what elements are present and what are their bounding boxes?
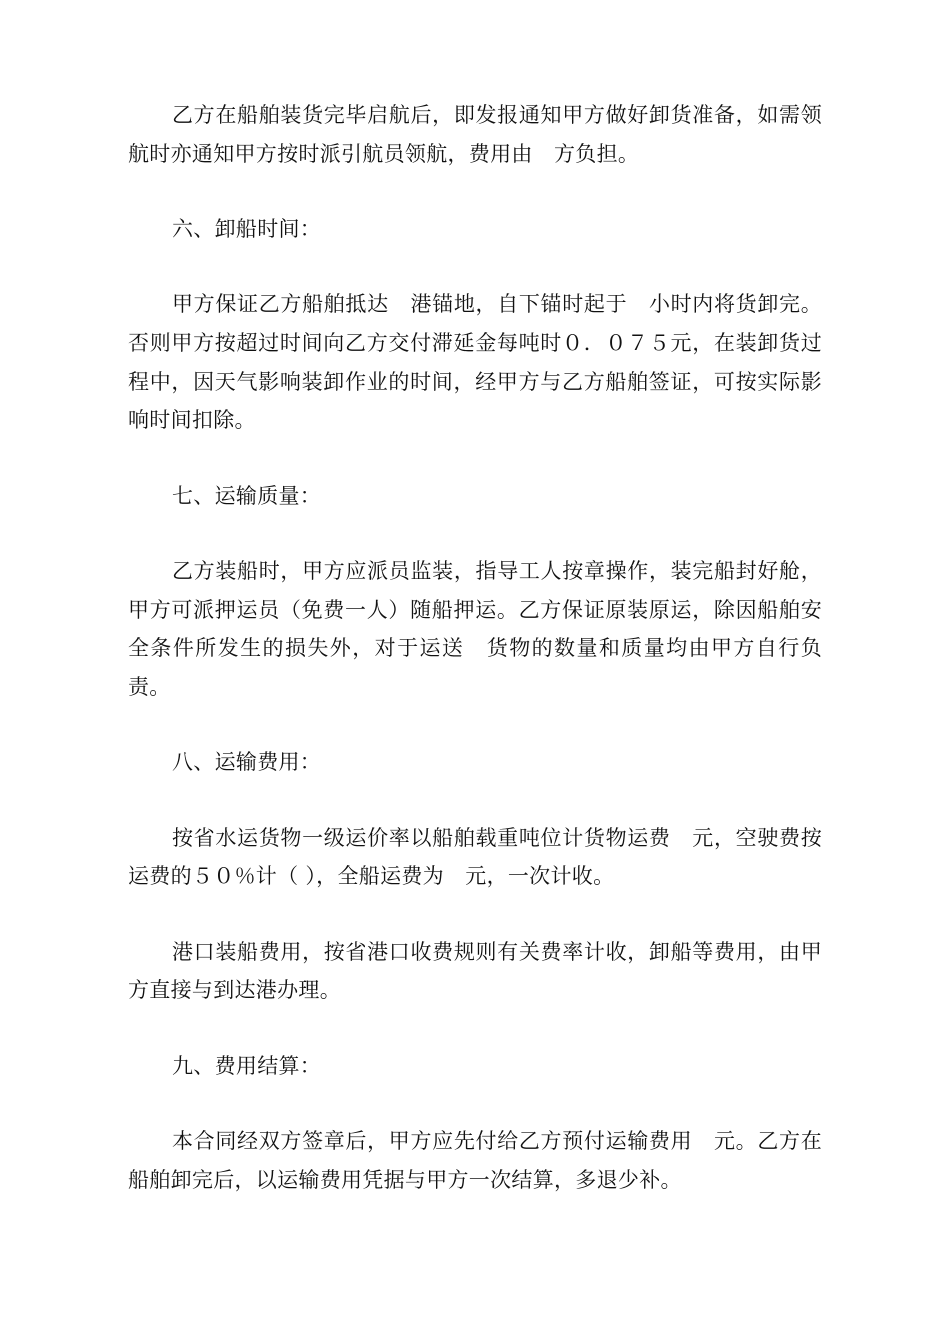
text-line: 港口装船费用，按省港口收费规则有关费率计收，卸船等费用，由 bbox=[172, 939, 801, 964]
text-line: 负责。 bbox=[128, 636, 822, 700]
text-line: 按省水运货物一级运价率以船舶载重吨位计货物运费 元，空驶费 bbox=[172, 825, 801, 850]
text-line: 过程中，因天气影响装卸作业的时间，经甲方与乙方船舶签证，可按实 bbox=[128, 331, 822, 394]
text-line: 甲方可派押运员（免费一人）随船押运。乙方保证原装原运，除因船舶 bbox=[128, 597, 801, 622]
paragraph-transport-quality bbox=[128, 552, 822, 707]
paragraph-unloading-time bbox=[128, 285, 822, 440]
text-line: 领航时亦通知甲方按时派引航员领航，费用由 方负担。 bbox=[128, 103, 822, 166]
text-line: 乙方装船时，甲方应派员监装，指导工人按章操作，装完船封好舱， bbox=[172, 559, 822, 583]
document-body bbox=[128, 96, 822, 1236]
text-line: 否则甲方按超过时间向乙方交付滞延金每吨时０．０７５元，在装卸货 bbox=[128, 331, 801, 355]
text-line: 甲方直接与到达港办理。 bbox=[128, 939, 822, 1003]
text-line: 甲方保证乙方船舶抵达 港锚地，自下锚时起于 小时内将货卸完。 bbox=[172, 292, 822, 317]
text-line: 在船舶卸完后，以运输费用凭据与甲方一次结算，多退少补。 bbox=[128, 1129, 822, 1192]
paragraph-departure-notice bbox=[128, 96, 822, 173]
text-line: 乙方在船舶装货完毕启航后，即发报通知甲方做好卸货准备，如需 bbox=[172, 103, 801, 127]
text-line: 本合同经双方签章后，甲方应先付给乙方预付运输费用 元。乙方 bbox=[172, 1129, 801, 1153]
text-line: 按运费的５０％计（ ），全船运费为 元，一次计收。 bbox=[128, 825, 822, 889]
section-heading-transport-fees: 八、运输费用： bbox=[172, 750, 322, 775]
text-line: 际影响时间扣除。 bbox=[128, 369, 822, 433]
paragraph-freight-rate bbox=[128, 819, 822, 896]
section-heading-fee-settlement: 九、费用结算： bbox=[172, 1053, 322, 1078]
paragraph-port-fees bbox=[128, 933, 822, 1010]
section-heading-unloading-time: 六、卸船时间： bbox=[172, 217, 322, 241]
section-heading-transport-quality: 七、运输质量： bbox=[172, 483, 322, 508]
paragraph-fee-settlement bbox=[128, 1122, 822, 1199]
text-line: 安全条件所发生的损失外，对于运送 货物的数量和质量均由甲方自行 bbox=[128, 597, 822, 661]
